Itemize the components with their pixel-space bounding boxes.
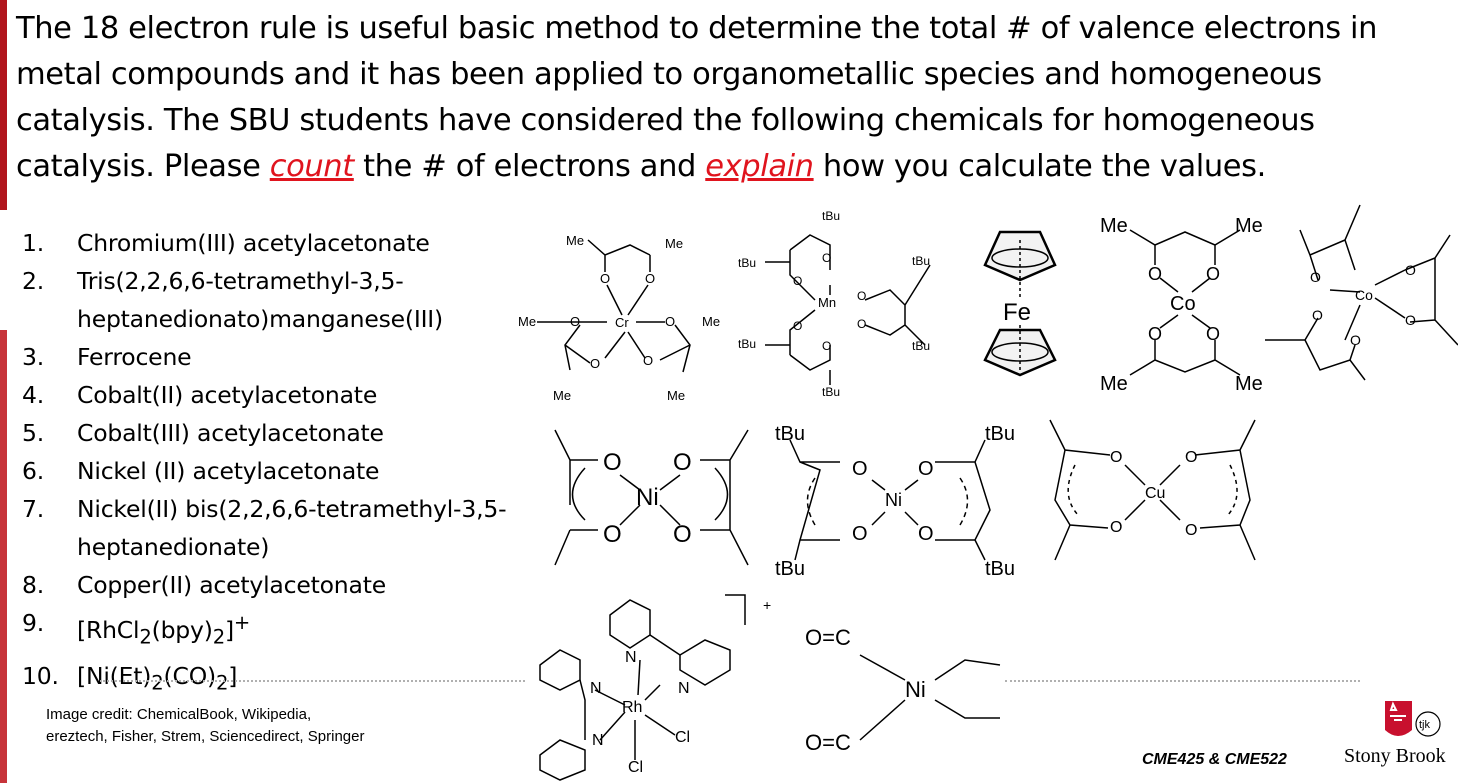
svg-text:O: O <box>665 314 676 329</box>
svg-text:Cl: Cl <box>675 729 691 746</box>
list-item: 6. Nickel (II) acetylacetonate <box>22 452 517 490</box>
svg-text:Me: Me <box>665 236 684 251</box>
svg-text:O: O <box>1206 264 1221 284</box>
svg-text:tBu: tBu <box>822 385 841 399</box>
svg-text:N: N <box>590 680 602 697</box>
co-metal-label: Co <box>1170 293 1196 315</box>
svg-text:Me: Me <box>1235 373 1263 395</box>
ni-co-metal-label: Ni <box>905 677 926 702</box>
structure-ni-tmhd <box>775 423 1015 580</box>
svg-text:O: O <box>857 317 867 331</box>
intro-text-3: how you calculate the values. <box>813 149 1266 184</box>
svg-text:O: O <box>643 353 654 368</box>
intro-text-2: the # of electrons and <box>353 149 706 184</box>
svg-text:Me: Me <box>1235 215 1263 237</box>
svg-text:O: O <box>1405 262 1416 278</box>
compound-name: Ferrocene <box>77 343 192 371</box>
charge-label: + <box>763 597 772 613</box>
image-credit: Image credit: ChemicalBook, Wikipedia, ereztech, Fisher, Strem, Sciencedirect, Springer <box>46 706 365 745</box>
svg-text:O: O <box>1148 264 1163 284</box>
list-item: 3. Ferrocene <box>22 338 517 376</box>
compound-formula: $[Ni(Et)_2(CO)_2]$ <box>77 661 238 695</box>
svg-text:O: O <box>793 319 803 333</box>
structure-co-acac2 <box>1100 215 1263 395</box>
svg-text:Me: Me <box>1100 373 1128 395</box>
structure-co-acac3 <box>1265 205 1458 380</box>
co3-metal-label: Co <box>1355 287 1373 303</box>
svg-text:N: N <box>678 680 690 697</box>
svg-text:O: O <box>603 521 622 548</box>
intro-text-1: The 18 electron rule is useful basic method to determine the total # of valence electrons in metal compounds and it has been applied to organometallic species and homogeneous catalysis. The SBU students have considered the following chemicals for homogeneous catalysis. Please <box>16 11 1378 184</box>
structure-mn-tmhd <box>738 209 930 399</box>
list-item: 4. Cobalt(II) acetylacetonate <box>22 376 517 414</box>
svg-text:O: O <box>600 271 611 286</box>
svg-text:O: O <box>673 449 692 476</box>
compound-name: Chromium(III) acetylacetonate <box>77 229 430 257</box>
svg-text:O: O <box>793 274 803 288</box>
svg-text:O: O <box>1206 324 1221 344</box>
svg-text:O: O <box>918 458 934 480</box>
list-item: 1. Chromium(III) acetylacetonate <box>22 224 517 262</box>
structure-ferrocene <box>985 232 1055 375</box>
svg-text:Me: Me <box>553 388 572 403</box>
compound-name: Nickel (II) acetylacetonate <box>77 457 380 485</box>
structure-ni-et-co <box>805 625 1000 755</box>
svg-text:O: O <box>1405 312 1416 328</box>
svg-text:O: O <box>857 289 867 303</box>
svg-text:O: O <box>1350 332 1361 348</box>
list-item: 8. Copper(II) acetylacetonate <box>22 566 517 604</box>
svg-text:O: O <box>673 521 692 548</box>
count-emphasis: count <box>269 149 354 184</box>
rh-metal-label: Rh <box>622 699 643 716</box>
svg-text:O: O <box>590 356 601 371</box>
svg-text:O: O <box>603 449 622 476</box>
svg-text:O: O <box>1185 449 1198 466</box>
svg-text:Me: Me <box>1100 215 1128 237</box>
svg-text:Me: Me <box>566 233 585 248</box>
svg-text:O: O <box>645 271 656 286</box>
svg-text:tBu: tBu <box>775 423 806 445</box>
mn-metal-label: Mn <box>818 295 837 310</box>
svg-text:O: O <box>822 251 832 265</box>
svg-text:tBu: tBu <box>738 256 757 270</box>
university-logo-icon <box>1382 698 1442 748</box>
compound-name: Copper(II) acetylacetonate <box>77 571 386 599</box>
svg-text:O: O <box>1110 449 1123 466</box>
compound-name: Cobalt(III) acetylacetonate <box>77 419 384 447</box>
ni-tbu-metal-label: Ni <box>885 490 902 510</box>
svg-text:O: O <box>570 314 581 329</box>
list-item: 10. $[Ni(Et)_2(CO)_2]$ <box>22 657 517 703</box>
ni-metal-label: Ni <box>636 484 659 511</box>
svg-text:O: O <box>1185 522 1198 539</box>
svg-text:O: O <box>1148 324 1163 344</box>
svg-text:tBu: tBu <box>985 423 1016 445</box>
svg-text:tBu: tBu <box>985 558 1016 580</box>
list-item: 7. Nickel(II) bis(2,2,6,6-tetramethyl-3,5-heptanedionate) <box>22 490 517 566</box>
compound-name: Tris(2,2,6,6-tetramethyl-3,5-heptanedionato)manganese(III) <box>77 267 444 333</box>
structure-cu-acac <box>1050 420 1255 560</box>
structure-rh-bpy <box>540 595 771 780</box>
svg-text:tBu: tBu <box>822 209 841 223</box>
svg-text:O=C: O=C <box>805 730 851 755</box>
svg-text:O: O <box>852 523 868 545</box>
compound-name: Cobalt(II) acetylacetonate <box>77 381 378 409</box>
svg-text:N: N <box>625 649 637 666</box>
svg-text:O: O <box>1110 519 1123 536</box>
compound-name: Nickel(II) bis(2,2,6,6-tetramethyl-3,5-heptanedionate) <box>77 495 507 561</box>
list-item: 9. $[RhCl_2(bpy)_2]^+$ <box>22 604 517 657</box>
svg-text:tjk: tjk <box>1419 719 1430 731</box>
cr-metal-label: Cr <box>615 315 629 330</box>
svg-text:N: N <box>592 732 604 749</box>
list-item: 2. Tris(2,2,6,6-tetramethyl-3,5-heptanedionato)manganese(III) <box>22 262 517 338</box>
svg-text:Me: Me <box>667 388 686 403</box>
compound-formula: $[RhCl_2(bpy)_2]^+$ <box>77 611 251 649</box>
svg-text:tBu: tBu <box>775 558 806 580</box>
svg-text:O: O <box>852 458 868 480</box>
structure-ni-acac <box>555 430 748 565</box>
svg-text:O: O <box>1312 307 1323 323</box>
svg-text:Me: Me <box>702 314 721 329</box>
fe-metal-label: Fe <box>1003 299 1032 326</box>
list-item: 5. Cobalt(III) acetylacetonate <box>22 414 517 452</box>
university-name: Stony Brook <box>1344 745 1446 767</box>
svg-text:Me: Me <box>518 314 537 329</box>
structure-cr-acac <box>518 233 720 403</box>
svg-text:tBu: tBu <box>738 337 757 351</box>
svg-text:tBu: tBu <box>912 254 931 268</box>
svg-text:tBu: tBu <box>912 339 931 353</box>
svg-text:Cl: Cl <box>628 759 644 776</box>
explain-emphasis: explain <box>705 149 814 184</box>
svg-text:O: O <box>1310 269 1321 285</box>
svg-text:O: O <box>918 523 934 545</box>
cu-metal-label: Cu <box>1145 485 1166 502</box>
svg-text:O=C: O=C <box>805 625 851 650</box>
svg-text:O: O <box>822 339 832 353</box>
course-code: CME425 & CME522 <box>1142 751 1287 768</box>
